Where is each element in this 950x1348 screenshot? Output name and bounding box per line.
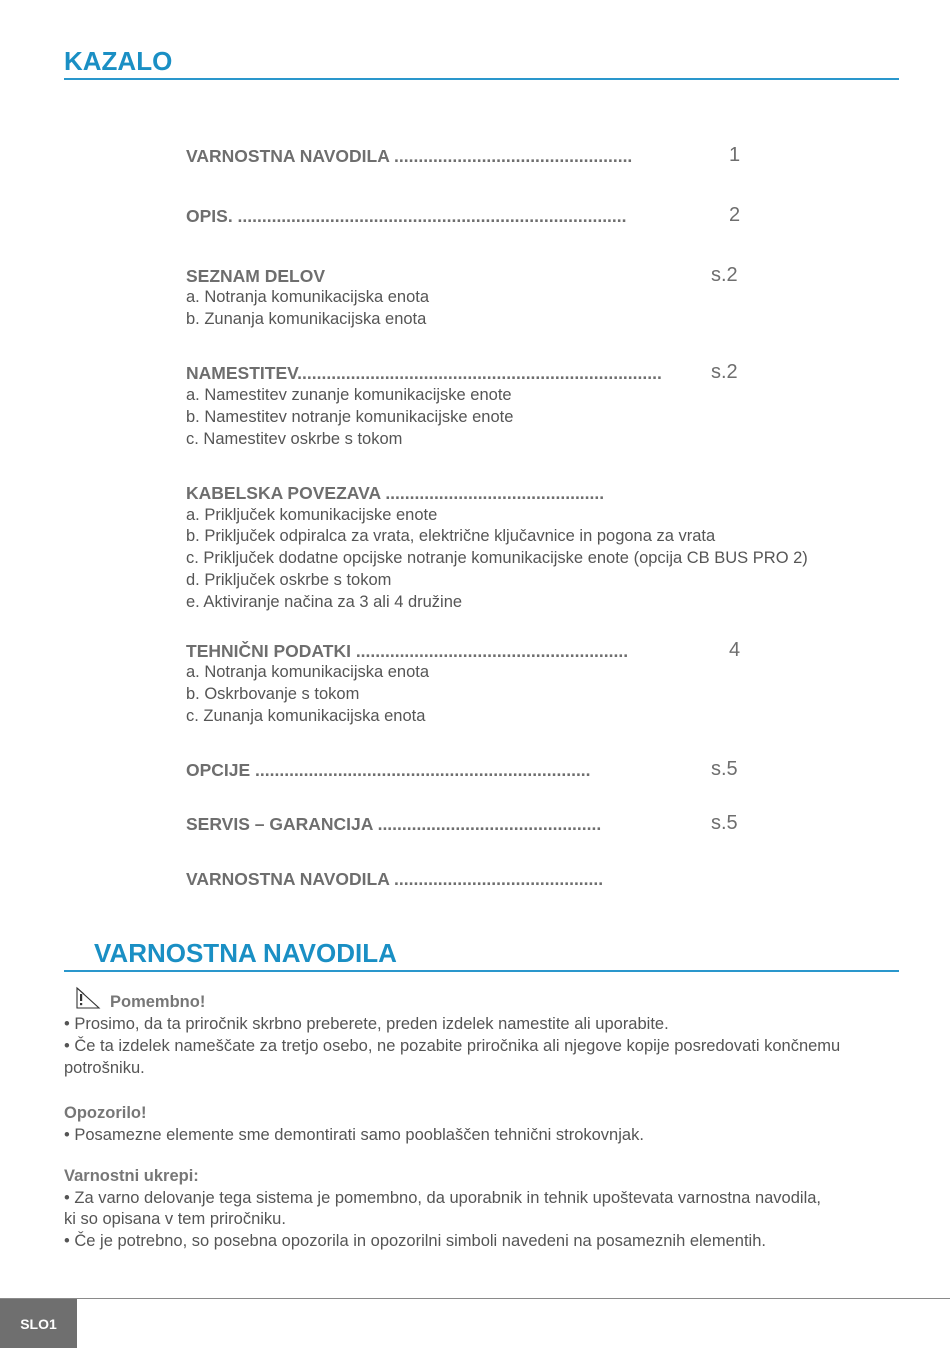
footer-rule: [0, 1298, 950, 1299]
toc-entry-page: s.2: [711, 264, 738, 286]
measures-line: ki so opisana v tem priročniku.: [64, 1210, 286, 1228]
measures-line: • Če je potrebno, so posebna opozorila in opozorilni simboli navedeni na posameznih elementih.: [64, 1232, 766, 1250]
toc-entry-title[interactable]: OPCIJE .....................................................................: [186, 760, 591, 780]
important-line: • Prosimo, da ta priročnik skrbno preberete, preden izdelek namestite ali uporabite.: [64, 1015, 669, 1033]
toc-entry-title[interactable]: OPIS. ................................................................................: [186, 206, 627, 226]
page-title: KAZALO: [64, 46, 173, 76]
title-rule: [64, 78, 899, 80]
important-line: potrošniku.: [64, 1059, 145, 1077]
toc-entry-page: 1: [729, 144, 741, 166]
toc-entry-title[interactable]: KABELSKA POVEZAVA .............................................: [186, 483, 605, 503]
toc-entry-title[interactable]: VARNOSTNA NAVODILA .................................................: [186, 146, 633, 166]
toc-entry-title[interactable]: SEZNAM DELOV: [186, 266, 326, 286]
page-number-tab: [0, 1299, 77, 1348]
page-number: SLO1: [20, 1315, 57, 1332]
toc-entry-title[interactable]: TEHNIČNI PODATKI ........................................................: [186, 641, 629, 661]
toc-subentry: a. Notranja komunikacijska enota: [186, 663, 430, 681]
toc-entry-page: s.5: [711, 812, 738, 834]
toc-entry-title[interactable]: VARNOSTNA NAVODILA ...........................................: [186, 869, 604, 889]
toc-entry-page: s.5: [711, 758, 738, 780]
toc-entry-title[interactable]: NAMESTITEV...........................................................................: [186, 363, 662, 383]
toc-subentry: b. Namestitev notranje komunikacijske enote: [186, 408, 514, 426]
important-line: • Če ta izdelek nameščate za tretjo osebo, ne pozabite priročnika ali njegove kopije posredovati končnemu: [64, 1037, 841, 1055]
measures-label: Varnostni ukrepi:: [64, 1167, 199, 1185]
warning-line: • Posamezne elemente sme demontirati samo pooblaščen tehnični strokovnjak.: [64, 1126, 644, 1144]
section-title: VARNOSTNA NAVODILA: [94, 938, 397, 968]
toc-subentry: d. Priključek oskrbe s tokom: [186, 571, 392, 589]
measures-line: • Za varno delovanje tega sistema je pomembno, da uporabnik in tehnik upoštevata varnostna navodila,: [64, 1189, 821, 1207]
toc-subentry: b. Priključek odpiralca za vrata, električne ključavnice in pogona za vrata: [186, 527, 716, 545]
toc-subentry: b. Oskrbovanje s tokom: [186, 685, 360, 703]
warning-triangle-icon: [73, 986, 101, 1010]
toc-subentry: a. Namestitev zunanje komunikacijske enote: [186, 386, 512, 404]
toc-subentry: a. Notranja komunikacijska enota: [186, 288, 430, 306]
toc-entry-page: s.2: [711, 361, 738, 383]
toc-subentry: b. Zunanja komunikacijska enota: [186, 310, 427, 328]
toc-subentry: c. Namestitev oskrbe s tokom: [186, 430, 403, 448]
toc-subentry: e. Aktiviranje načina za 3 ali 4 družine: [186, 593, 463, 611]
toc-subentry: c. Priključek dodatne opcijske notranje komunikacijske enote (opcija CB BUS PRO 2): [186, 549, 808, 567]
warning-label: Opozorilo!: [64, 1104, 147, 1122]
toc-entry-title[interactable]: SERVIS – GARANCIJA ..............................................: [186, 814, 602, 834]
important-label: Pomembno!: [110, 993, 206, 1011]
toc-entry-page: 2: [729, 204, 741, 226]
toc-entry-page: 4: [729, 639, 741, 661]
toc-subentry: a. Priključek komunikacijske enote: [186, 506, 438, 524]
toc-subentry: c. Zunanja komunikacijska enota: [186, 707, 426, 725]
section-rule: [64, 970, 899, 972]
